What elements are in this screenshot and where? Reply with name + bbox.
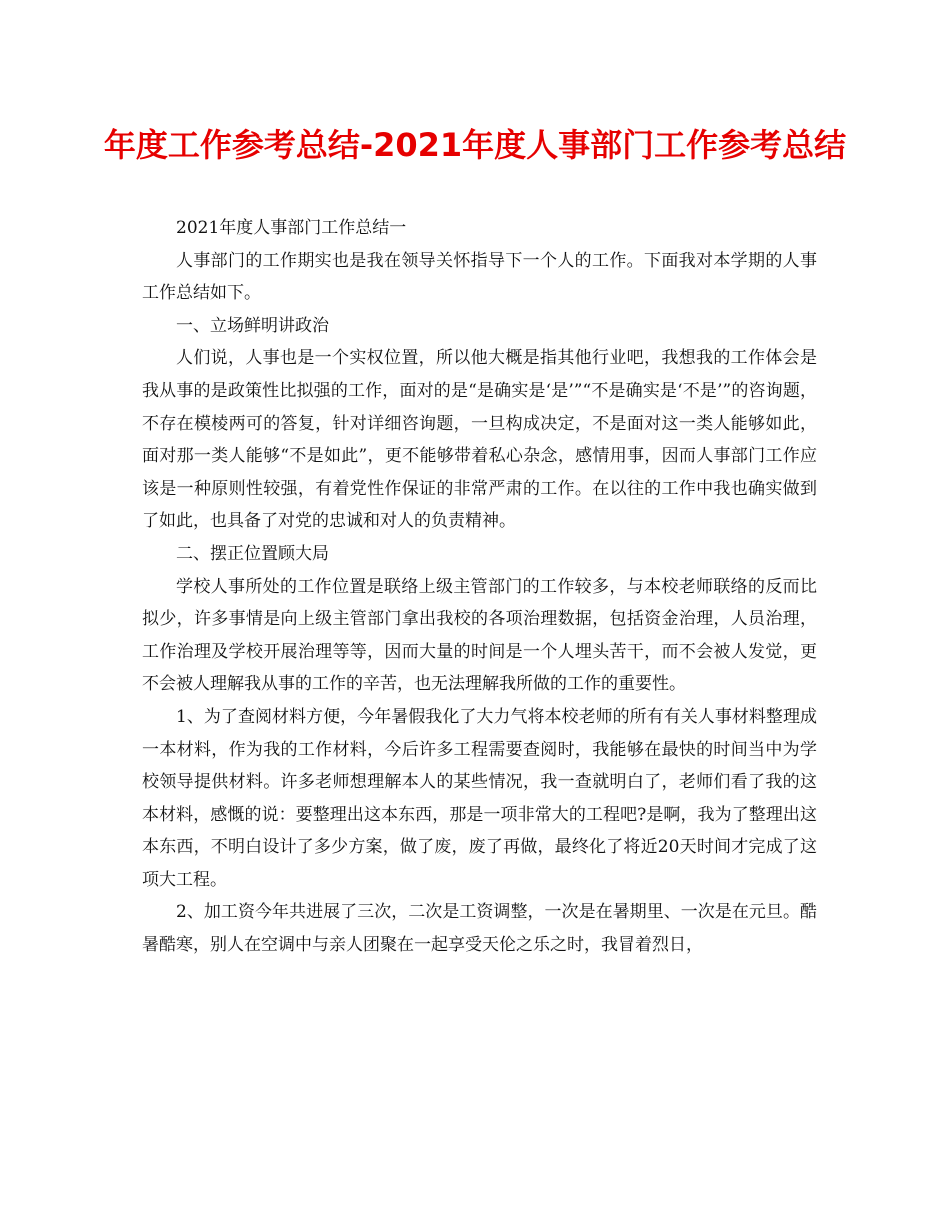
paragraph-item-1: 1、为了查阅材料方便，今年暑假我化了大力气将本校老师的所有有关人事材料整理成一本材料，作为我的工作材料，今后许多工程需要查阅时，我能够在最快的时间当中为学校领导提供材料。许多老师想理解本人的某些情况，我一查就明白了，老师们看了我的这本材料，感慨的说：要整理出这本东西，那是一项非常大的工程吧?是啊，我为了整理出这本东西，不明白设计了多少方案，做了废，废了再做，最终化了将近20天时间才完成了这项大工程。 [142, 706, 817, 890]
paragraph-item-2: 2、加工资今年共进展了三次，二次是工资调整，一次是在暑期里、一次是在元旦。酷暑酷寒，别人在空调中与亲人团聚在一起享受天伦之乐之时，我冒着烈日， [142, 902, 817, 956]
paragraph-intro: 人事部门的工作期实也是我在领导关怀指导下一个人的工作。下面我对本学期的人事工作总结如下。 [142, 250, 817, 304]
document-title: 年度工作参考总结-2021年度人事部门工作参考总结 [103, 126, 847, 164]
document-body [142, 212, 817, 962]
paragraph-section-2: 学校人事所处的工作位置是联络上级主管部门的工作较多，与本校老师联络的反而比拟少，许多事情是向上级主管部门拿出我校的各项治理数据，包括资金治理，人员治理，工作治理及学校开展治理等等，因而大量的时间是一个人埋头苦干，而不会被人发觉，更不会被人理解我从事的工作的辛苦，也无法理解我所做的工作的重要性。 [142, 576, 817, 695]
section-heading-2: 二、摆正位置顾大局 [176, 543, 329, 564]
paragraph-subtitle: 2021年度人事部门工作总结一 [176, 218, 407, 238]
section-heading-1: 一、立场鲜明讲政治 [176, 315, 329, 336]
paragraph-section-1: 人们说，人事也是一个实权位置，所以他大概是指其他行业吧，我想我的工作体会是我从事的是政策性比拟强的工作，面对的是“是确实是‘是’”“不是确实是‘不是’”的咨询题，不存在模棱两可的答复，针对详细咨询题，一旦构成决定，不是面对这一类人能够如此，面对那一类人能够“不是如此”，更不能够带着私心杂念，感情用事，因而人事部门工作应该是一种原则性较强，有着党性作保证的非常严肃的工作。在以往的工作中我也确实做到了如此，也具备了对党的忠诚和对人的负责精神。 [142, 348, 817, 532]
